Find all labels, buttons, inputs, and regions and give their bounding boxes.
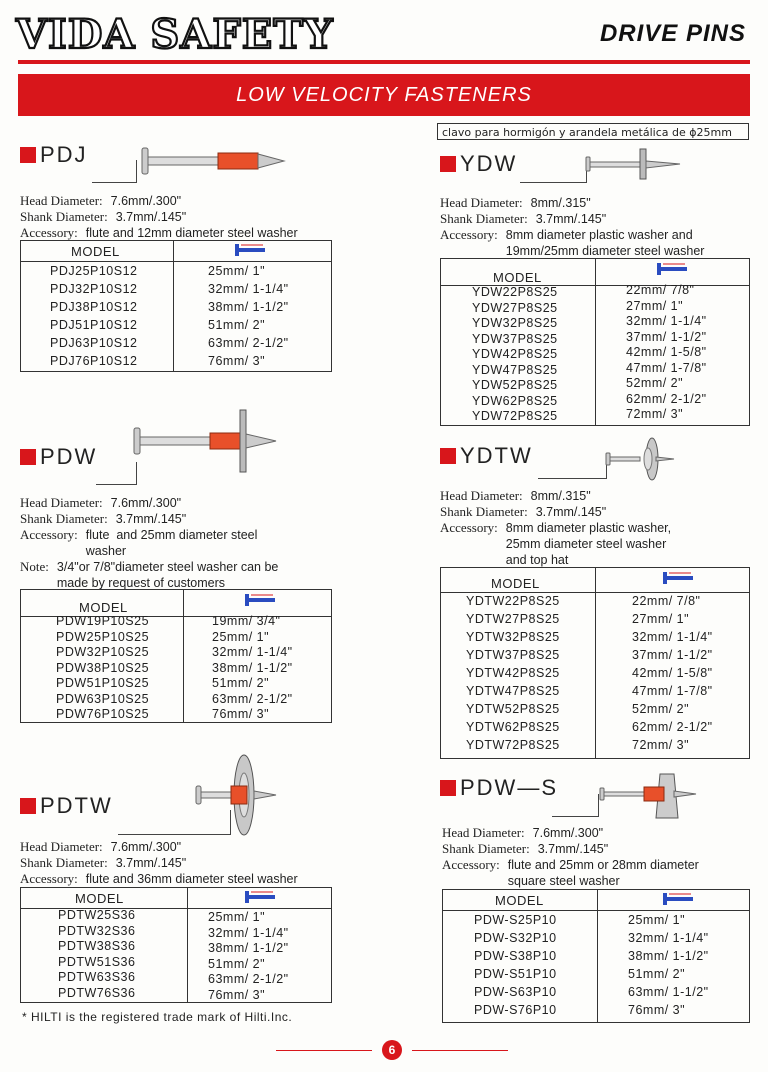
table-row: PDW51P10S25 bbox=[56, 676, 150, 690]
red-square-marker bbox=[20, 798, 36, 814]
pdtw-pin-image bbox=[192, 752, 282, 836]
table-cell: 38mm/ 1-1/2" bbox=[628, 949, 709, 963]
model-header: MODEL bbox=[495, 893, 544, 908]
table-cell: 38mm/ 1-1/2" bbox=[208, 300, 289, 314]
length-icon bbox=[233, 243, 267, 257]
red-square-marker bbox=[440, 156, 456, 172]
pdj-pin-image bbox=[136, 140, 286, 184]
red-square-marker bbox=[20, 449, 36, 465]
section-title-pdj: PDJ bbox=[20, 142, 88, 168]
table-row: PDW63P10S25 bbox=[56, 691, 150, 706]
pdw-s-length-column bbox=[628, 911, 709, 1019]
table-row: PDTW32S36 bbox=[58, 923, 136, 938]
table-cell: 47mm/ 1-7/8" bbox=[632, 684, 713, 698]
svg-text:VIDA SAFETY: VIDA SAFETY bbox=[16, 11, 334, 58]
table-cell: 27mm/ 1" bbox=[632, 612, 690, 626]
title-connector bbox=[92, 160, 137, 183]
table-row: YDTW47P8S25 bbox=[466, 684, 560, 698]
table-row: PDJ32P10S12 bbox=[50, 282, 138, 296]
table-cell: 25mm/ 1" bbox=[208, 910, 266, 924]
table-cell: 63mm/ 2-1/2" bbox=[212, 691, 293, 706]
table-row: YDW32P8S25 bbox=[472, 316, 558, 330]
ydw-length-column bbox=[626, 283, 707, 423]
table-row: YDTW42P8S25 bbox=[466, 666, 560, 680]
category-banner: LOW VELOCITY FASTENERS bbox=[18, 74, 750, 116]
length-icon bbox=[661, 892, 695, 906]
table-cell: 62mm/ 2-1/2" bbox=[632, 720, 713, 734]
table-cell: 76mm/ 3" bbox=[212, 707, 270, 721]
pdtw-length-column bbox=[208, 910, 289, 1003]
table-row: YDTW37P8S25 bbox=[466, 648, 560, 662]
pdw-length-column bbox=[212, 614, 293, 723]
footer-rule-right bbox=[412, 1050, 508, 1051]
model-header: MODEL bbox=[71, 244, 120, 259]
title-connector bbox=[520, 166, 587, 183]
table-row: YDW62P8S25 bbox=[472, 393, 558, 408]
table-row: YDTW22P8S25 bbox=[466, 594, 560, 608]
table-cell: 63mm/ 2-1/2" bbox=[208, 972, 289, 986]
ydw-specs: Head Diameter: 8mm/.315" Shank Diameter: 3.7mm/.145" Accessory: 8mm diameter plastic washer and 19mm/25mm diameter steel washer bbox=[440, 195, 705, 258]
red-square-marker bbox=[440, 780, 456, 796]
table-row: PDW-S63P10 bbox=[474, 985, 557, 999]
table-cell: 38mm/ 1-1/2" bbox=[212, 660, 293, 675]
length-icon bbox=[243, 890, 277, 904]
table-cell: 47mm/ 1-7/8" bbox=[626, 360, 707, 375]
table-cell: 27mm/ 1" bbox=[626, 298, 684, 313]
table-cell: 72mm/ 3" bbox=[632, 738, 690, 752]
length-icon bbox=[243, 593, 277, 607]
table-row: PDJ76P10S12 bbox=[50, 354, 138, 368]
table-row: YDTW27P8S25 bbox=[466, 612, 560, 626]
table-cell: 76mm/ 3" bbox=[208, 987, 266, 1002]
page-title: DRIVE PINS bbox=[599, 20, 746, 47]
table-cell: 38mm/ 1-1/2" bbox=[208, 941, 289, 955]
table-row: YDW52P8S25 bbox=[472, 378, 558, 392]
table-row: YDTW62P8S25 bbox=[466, 720, 560, 734]
ydtw-specs: Head Diameter: 8mm/.315" Shank Diameter: 3.7mm/.145" Accessory: 8mm diameter plastic washer, 25mm diameter steel washer and top hat bbox=[440, 488, 672, 567]
table-row: YDTW52P8S25 bbox=[466, 702, 560, 716]
table-cell: 19mm/ 3/4" bbox=[212, 614, 281, 628]
model-header: MODEL bbox=[75, 891, 124, 906]
table-cell: 51mm/ 2" bbox=[628, 967, 686, 981]
vida-safety-logo bbox=[14, 10, 334, 58]
red-square-marker bbox=[440, 448, 456, 464]
table-cell: 37mm/ 1-1/2" bbox=[626, 329, 707, 344]
table-cell: 22mm/ 7/8" bbox=[632, 594, 701, 608]
length-icon bbox=[655, 262, 689, 276]
pdtw-model-column bbox=[58, 908, 135, 1001]
table-row: YDW27P8S25 bbox=[472, 300, 558, 315]
table-row: YDTW32P8S25 bbox=[466, 630, 560, 644]
table-cell: 42mm/ 1-5/8" bbox=[632, 666, 713, 680]
section-title-pdw: PDW bbox=[20, 444, 97, 470]
table-row: YDTW72P8S25 bbox=[466, 738, 560, 752]
section-title-ydtw: YDTW bbox=[440, 443, 533, 469]
table-cell: 32mm/ 1-1/4" bbox=[626, 314, 707, 328]
pdw-model-column bbox=[56, 614, 149, 723]
table-row: YDW37P8S25 bbox=[472, 331, 558, 346]
section-title-pdw-s: PDW—S bbox=[440, 775, 558, 801]
table-cell: 72mm/ 3" bbox=[626, 407, 684, 421]
table-row: YDW47P8S25 bbox=[472, 362, 558, 377]
pdw-pin-image bbox=[128, 408, 278, 478]
table-cell: 32mm/ 1-1/4" bbox=[208, 282, 289, 296]
table-cell: 52mm/ 2" bbox=[626, 376, 684, 390]
table-cell: 25mm/ 1" bbox=[208, 264, 266, 278]
pdj-specs: Head Diameter: 7.6mm/.300" Shank Diameter: 3.7mm/.145" Accessory: flute and 12mm diameter steel washer bbox=[20, 193, 298, 240]
table-cell: 32mm/ 1-1/4" bbox=[628, 931, 709, 945]
table-row: PDW-S38P10 bbox=[474, 949, 557, 963]
table-cell: 32mm/ 1-1/4" bbox=[208, 925, 289, 940]
table-row: PDTW38S36 bbox=[58, 939, 136, 953]
pdw-s-specs: Head Diameter: 7.6mm/.300" Shank Diameter: 3.7mm/.145" Accessory: flute and 25mm or 28mm diameter square steel washer bbox=[442, 825, 699, 888]
ydtw-model-column bbox=[466, 592, 560, 754]
table-row: PDW-S32P10 bbox=[474, 931, 557, 945]
title-connector bbox=[538, 460, 607, 479]
table-row: PDTW76S36 bbox=[58, 985, 136, 1000]
top-rule bbox=[18, 60, 750, 64]
table-cell: 76mm/ 3" bbox=[208, 354, 266, 368]
title-connector bbox=[552, 794, 599, 817]
table-row: PDJ63P10S12 bbox=[50, 336, 138, 350]
table-cell: 32mm/ 1-1/4" bbox=[212, 645, 293, 659]
ydw-spanish-note: clavo para hormigón y arandela metálica de ɸ25mm bbox=[437, 123, 749, 140]
section-title-ydw: YDW bbox=[440, 151, 517, 177]
table-cell: 51mm/ 2" bbox=[208, 318, 266, 332]
ydw-pin-image bbox=[584, 145, 684, 183]
table-cell: 42mm/ 1-5/8" bbox=[626, 345, 707, 359]
table-cell: 63mm/ 2-1/2" bbox=[208, 336, 289, 350]
table-cell: 51mm/ 2" bbox=[208, 956, 266, 971]
table-row: PDW76P10S25 bbox=[56, 707, 150, 721]
table-cell: 62mm/ 2-1/2" bbox=[626, 391, 707, 406]
pdw-specs: Head Diameter: 7.6mm/.300" Shank Diameter: 3.7mm/.145" Accessory: flute and 25mm diameter steel washer Note: 3/4"or 7/8"diameter steel washer can be made by request of customers bbox=[20, 495, 279, 590]
red-square-marker bbox=[20, 147, 36, 163]
table-cell: 25mm/ 1" bbox=[628, 913, 686, 927]
ydtw-length-column bbox=[632, 592, 713, 754]
table-row: PDTW25S36 bbox=[58, 908, 136, 922]
table-row: PDW25P10S25 bbox=[56, 629, 150, 644]
table-row: PDJ51P10S12 bbox=[50, 318, 138, 332]
table-row: PDW-S25P10 bbox=[474, 913, 557, 927]
table-row: YDW42P8S25 bbox=[472, 347, 558, 361]
model-header: MODEL bbox=[493, 270, 542, 285]
table-cell: 22mm/ 7/8" bbox=[626, 283, 695, 297]
pdw-s-pin-image bbox=[598, 770, 698, 822]
table-row: PDJ38P10S12 bbox=[50, 300, 138, 314]
table-cell: 76mm/ 3" bbox=[628, 1003, 686, 1017]
table-cell: 37mm/ 1-1/2" bbox=[632, 648, 713, 662]
table-row: YDW72P8S25 bbox=[472, 409, 558, 423]
table-cell: 63mm/ 1-1/2" bbox=[628, 985, 709, 999]
table-row: PDTW51S36 bbox=[58, 954, 136, 969]
footer-rule-left bbox=[276, 1050, 372, 1051]
section-title-pdtw: PDTW bbox=[20, 793, 113, 819]
table-row: PDW32P10S25 bbox=[56, 645, 150, 659]
table-cell: 51mm/ 2" bbox=[212, 676, 270, 690]
page-number: 6 bbox=[382, 1040, 402, 1060]
ydtw-pin-image bbox=[604, 436, 676, 482]
pdw-s-model-column bbox=[474, 911, 557, 1019]
pdtw-specs: Head Diameter: 7.6mm/.300" Shank Diameter: 3.7mm/.145" Accessory: flute and 36mm diameter steel washer bbox=[20, 839, 298, 886]
trademark-footnote: * HILTI is the registered trade mark of Hilti.Inc. bbox=[22, 1010, 293, 1024]
table-row: PDTW63S36 bbox=[58, 970, 136, 984]
table-row: YDW22P8S25 bbox=[472, 285, 558, 299]
table-row: PDW19P10S25 bbox=[56, 614, 150, 628]
table-cell: 32mm/ 1-1/4" bbox=[632, 630, 713, 644]
model-header: MODEL bbox=[79, 600, 128, 615]
table-row: PDJ25P10S12 bbox=[50, 264, 138, 278]
model-header: MODEL bbox=[491, 576, 540, 591]
table-row: PDW-S51P10 bbox=[474, 967, 557, 981]
table-row: PDW-S76P10 bbox=[474, 1003, 557, 1017]
table-row: PDW38P10S25 bbox=[56, 660, 150, 675]
table-cell: 25mm/ 1" bbox=[212, 629, 270, 644]
pdj-model-column bbox=[50, 262, 138, 370]
ydw-model-column bbox=[472, 285, 558, 425]
pdj-length-column bbox=[208, 262, 289, 370]
table-cell: 52mm/ 2" bbox=[632, 702, 690, 716]
length-icon bbox=[661, 571, 695, 585]
